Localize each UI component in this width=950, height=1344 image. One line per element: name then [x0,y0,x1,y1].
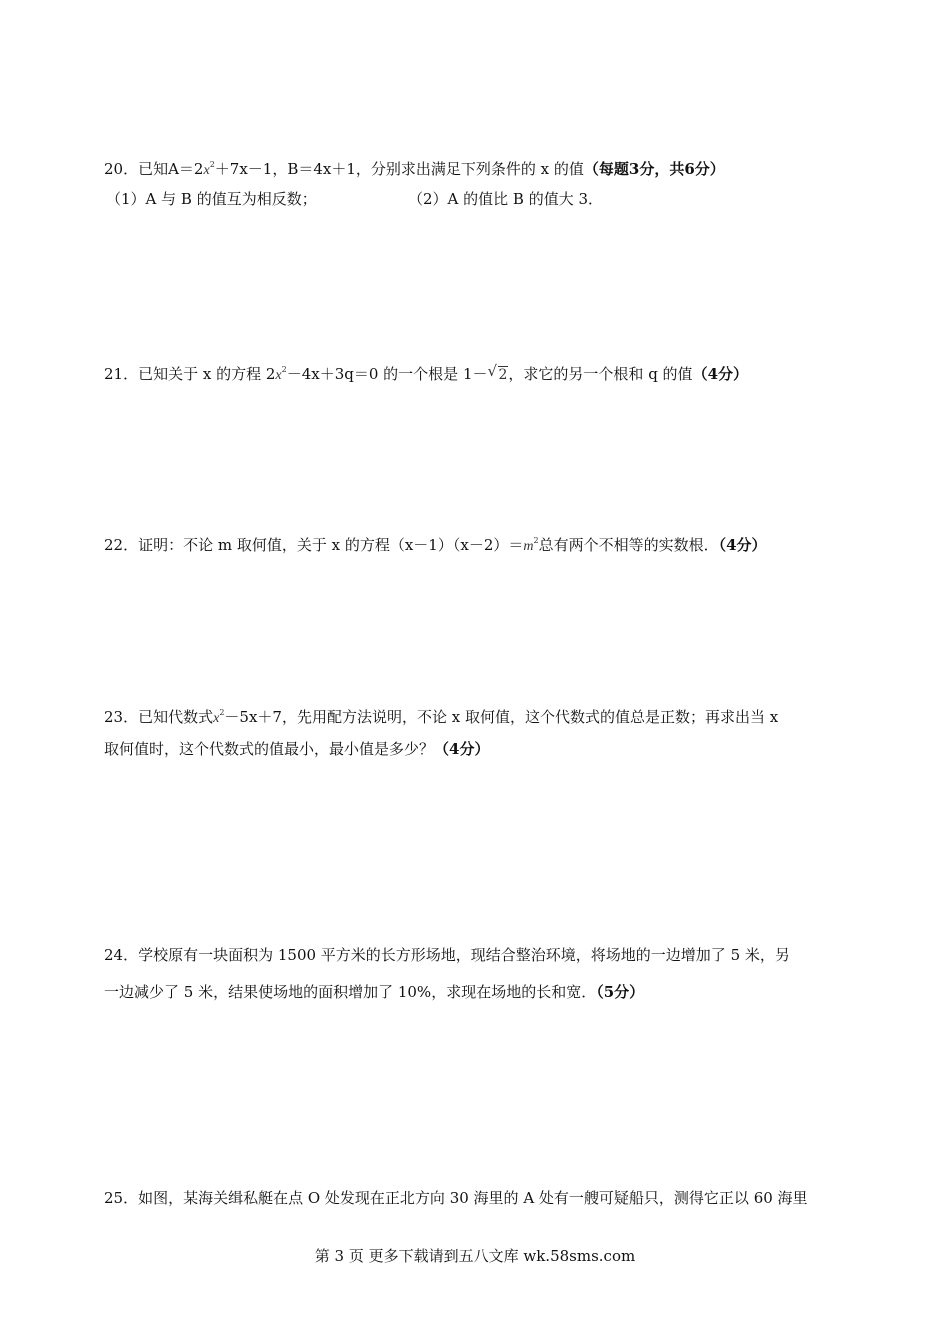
question-text: 证明：不论 m 取何值，关于 x 的方程（x－1）（x－2）＝ [138,536,524,554]
math-variable: m [523,539,534,554]
score-note: （5分） [596,983,645,1001]
math-variable: x [275,368,282,383]
question-23-line-1 [104,702,778,730]
question-text: ，求它的另一个根和 q 的值 [508,365,693,383]
question-text: 已知代数式 [138,708,214,726]
question-text: 一边减少了 5 米，结果使场地的面积增加了 10%，求现在场地的长和宽． [104,983,597,1001]
question-text: 学校原有一块面积为 1500 平方米的长方形场地，现结合整治环境，将场地的一边增加了 5 米，另 [138,946,790,964]
question-24-line-2 [104,981,644,1003]
math-exponent: 2 [209,160,215,169]
square-root [489,363,509,386]
question-25-line-1 [104,1187,808,1209]
question-text: 取何值时，这个代数式的值最小，最小值是多少？ [104,740,435,758]
question-number: 25． [104,1189,139,1207]
question-20-part-2: （2）A 的值比 B 的值大 3． [408,190,604,208]
question-20-part-1: （1）A 与 B 的值互为相反数； [106,190,317,208]
question-22 [104,530,767,558]
math-exponent: 2 [533,536,539,545]
question-21 [104,359,748,387]
score-note: （每题3分，共6分） [583,160,725,178]
math-exponent: 2 [281,365,287,374]
question-number: 22． [104,536,139,554]
math-exponent: 2 [219,708,225,717]
question-number: 24． [104,946,139,964]
question-text: 如图，某海关缉私艇在点 O 处发现在正北方向 30 海里的 A 处有一艘可疑船只，测得它正以 60 海里 [138,1189,808,1207]
question-number: 23． [104,708,139,726]
question-text: ＋7x－1，B＝4x＋1，分别求出满足下列条件的 x 的值 [214,160,584,178]
math-variable: x [213,711,220,726]
page-footer: 第 3 页 更多下载请到五八文库 wk.58sms.com [314,1247,636,1265]
question-text: 已知A＝2 [138,160,204,178]
question-text: 已知关于 x 的方程 2 [138,365,276,383]
question-text: 总有两个不相等的实数根． [538,536,719,554]
question-20 [104,154,725,182]
score-note: （4分） [434,740,490,758]
question-24-line-1 [104,944,790,966]
question-number: 20． [104,160,139,178]
question-23-line-2 [104,738,489,760]
question-text: －4x＋3q＝0 的一个根是 1－ [286,365,488,383]
score-note: （4分） [718,536,767,554]
radicand: 2 [498,367,508,383]
math-variable: x [203,163,210,178]
question-number: 21． [104,365,139,383]
score-note: （4分） [692,365,748,383]
question-text: －5x＋7，先用配方法说明，不论 x 取何值，这个代数式的值总是正数；再求出当 x [224,708,779,726]
